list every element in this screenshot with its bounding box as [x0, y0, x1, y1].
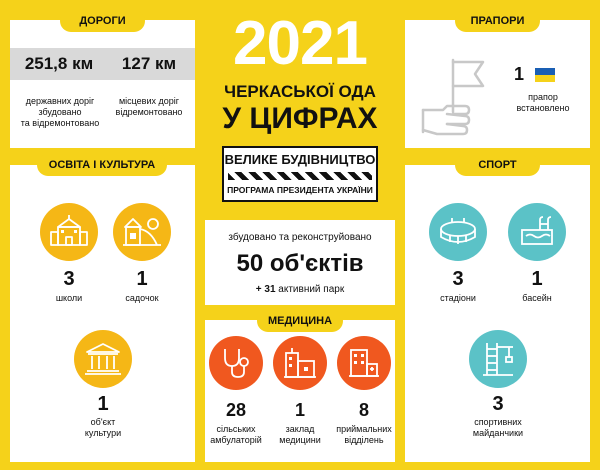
school-circle	[40, 203, 98, 261]
museum-icon	[84, 342, 122, 376]
stadiums-caption: стадіони	[440, 293, 476, 303]
pool-caption: басейн	[522, 293, 552, 303]
gym-bars-icon	[481, 341, 515, 377]
education-tag: ОСВІТА І КУЛЬТУРА	[37, 154, 167, 176]
kindergarten-value: 1	[136, 268, 148, 290]
roads-local-value: 127 км	[121, 54, 177, 73]
facility-caption: заклад медицини	[279, 424, 321, 445]
fields-caption: спортивних майданчики	[472, 417, 524, 438]
program-line-2: ПРОГРАМА ПРЕЗИДЕНТА УКРАЇНИ	[227, 185, 373, 195]
stadium-icon	[438, 217, 478, 247]
title-line-2: У ЦИФРАХ	[222, 102, 378, 135]
gym-circle	[469, 330, 527, 388]
culture-caption: об'єкт культури	[84, 417, 122, 438]
pool-value: 1	[531, 268, 543, 290]
school-icon	[50, 215, 88, 249]
culture-value: 1	[97, 393, 109, 415]
medicine-tag: МЕДИЦИНА	[257, 310, 343, 332]
emergency-caption: приймальних відділень	[336, 424, 392, 445]
roads-local-caption: місцевих доріг відремонтовано	[115, 96, 183, 117]
roads-panel	[10, 20, 195, 148]
sport-tag: СПОРТ	[455, 154, 540, 176]
flag-hand-icon	[413, 50, 503, 140]
roads-state-value: 251,8 км	[24, 54, 94, 73]
pool-icon	[518, 216, 556, 248]
program-line-1: ВЕЛИКЕ БУДІВНИЦТВО	[224, 152, 376, 167]
culture-circle	[74, 330, 132, 388]
title-line-1: ЧЕРКАСЬКОЇ ОДА	[224, 82, 376, 101]
construction-value: 50 об'єктів	[236, 250, 364, 277]
program-stripes	[228, 172, 372, 180]
schools-caption: школи	[55, 293, 83, 303]
stethoscope-circle	[209, 336, 263, 390]
medicine-panel	[205, 320, 395, 462]
sport-panel	[405, 165, 590, 462]
pool-circle	[508, 203, 566, 261]
fields-value: 3	[492, 393, 504, 415]
flags-tag: ПРАПОРИ	[455, 10, 540, 32]
clinic-circle	[273, 336, 327, 390]
kindergarten-circle	[113, 203, 171, 261]
stadiums-value: 3	[452, 268, 464, 290]
kindergarten-icon	[123, 215, 161, 249]
park-row	[205, 284, 395, 295]
facility-value: 1	[294, 400, 305, 420]
flags-panel	[405, 20, 590, 148]
kindergarten-caption: садочок	[125, 293, 159, 303]
schools-value: 3	[63, 268, 75, 290]
stadium-circle	[429, 203, 487, 261]
roads-state-caption: державних доріг збудовано та відремонтовано	[20, 96, 100, 128]
hospital-circle	[337, 336, 391, 390]
flags-caption: прапор встановлено	[516, 92, 570, 113]
park-count: + 31	[255, 284, 276, 295]
hospital-icon	[347, 346, 381, 380]
program-badge	[222, 146, 378, 202]
emergency-value: 8	[358, 400, 369, 420]
clinic-icon	[283, 347, 317, 379]
flags-value: 1	[513, 64, 524, 84]
stethoscope-icon	[219, 346, 253, 380]
ambulatory-value: 28	[225, 400, 247, 420]
education-panel	[10, 165, 195, 462]
ambulatory-caption: сільських амбулаторій	[210, 424, 262, 445]
construction-heading: збудовано та реконструйовано	[228, 232, 372, 243]
ukraine-flag-icon	[535, 68, 555, 82]
construction-panel	[205, 220, 395, 305]
title-year: 2021	[233, 9, 367, 78]
park-caption: активний парк	[278, 284, 345, 295]
roads-tag: ДОРОГИ	[60, 10, 145, 32]
